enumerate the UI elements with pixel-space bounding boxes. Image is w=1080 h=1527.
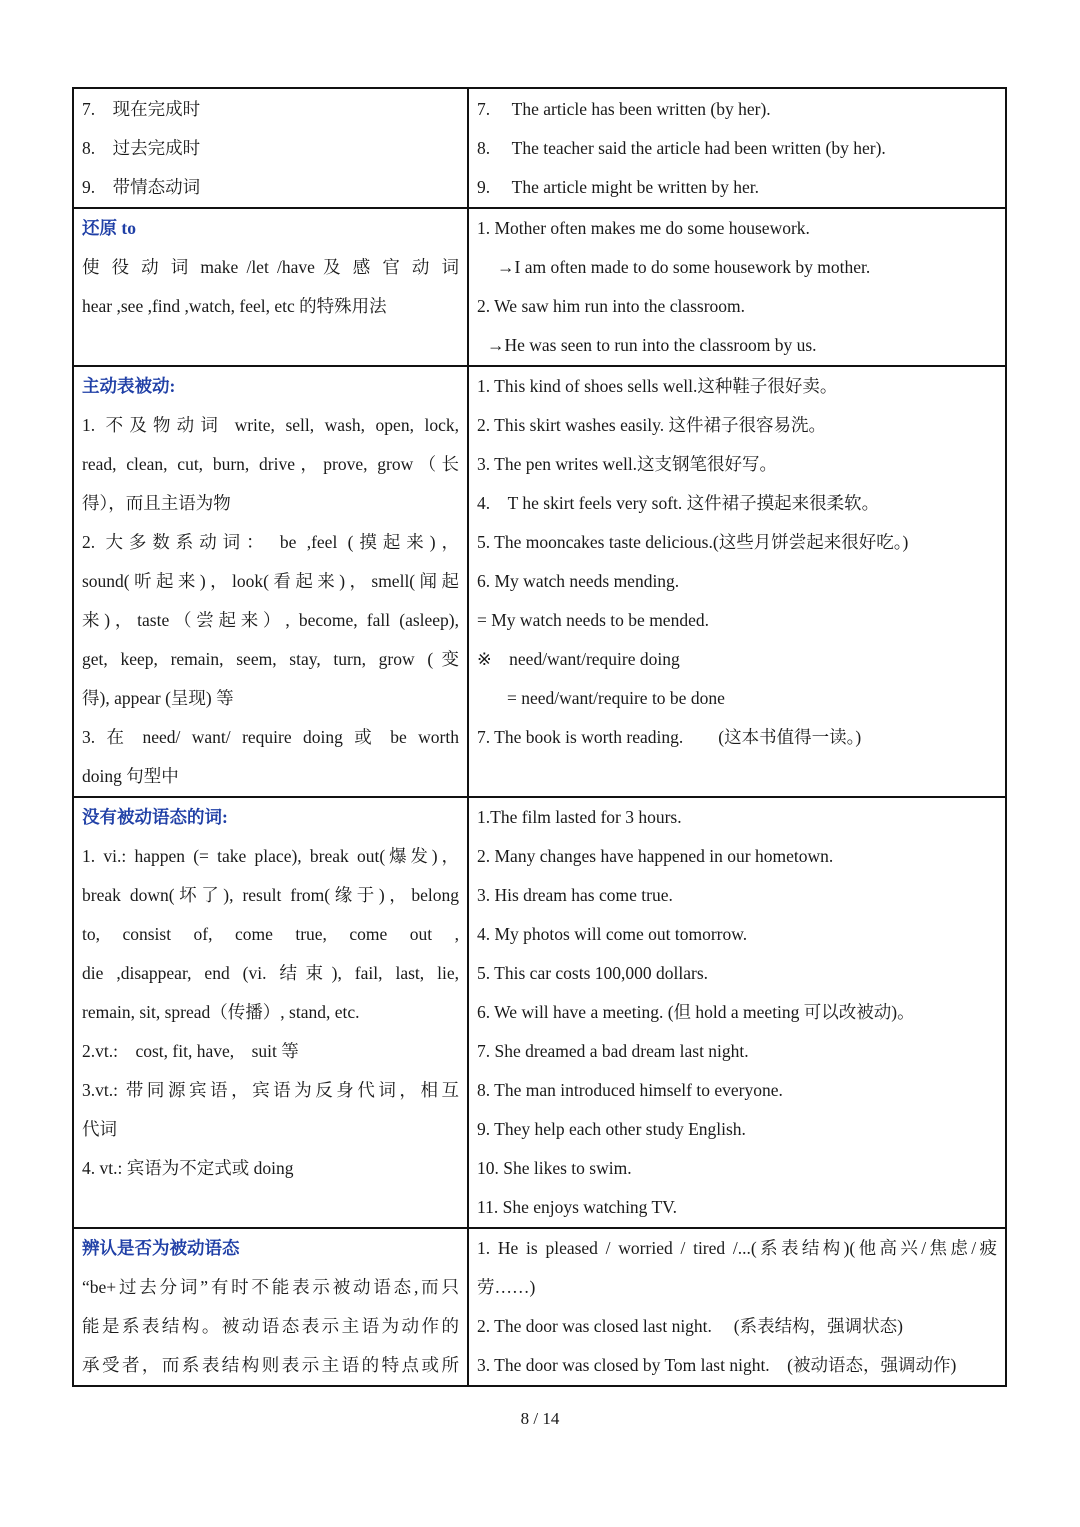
text-line: 7. The book is worth reading. (这本书值得一读。): [477, 727, 862, 747]
text-line: 7. 现在完成时: [82, 99, 201, 119]
text-line: 8. The teacher said the article had been written (by her).: [477, 138, 886, 158]
table-row: [73, 1228, 1006, 1386]
text-line: 1. vi.: happen (= take place), break out(爆发)，: [82, 846, 459, 866]
row4-left-cell: [73, 797, 468, 1228]
text-line: 使 役 动 词 make /let /have 及 感 官 动 词: [82, 257, 459, 277]
text-line: 7. The article has been written (by her).: [477, 99, 771, 119]
row3-left-cell: [73, 366, 468, 797]
text-line: get, keep, remain, seem, stay, turn, grow (变: [82, 649, 459, 669]
text-line: 1.The film lasted for 3 hours.: [477, 807, 682, 827]
text-line: hear ,see ,find ,watch, feel, etc 的特殊用法: [82, 296, 387, 316]
text-line: doing 句型中: [82, 766, 179, 786]
text-line: 5. This car costs 100,000 dollars.: [477, 963, 709, 983]
grammar-table: [72, 87, 1007, 1387]
section-heading: 辨认是否为被动语态: [82, 1238, 240, 1258]
text-line: 4. T he skirt feels very soft. 这件裙子摸起来很柔软。: [477, 493, 880, 513]
section-heading: 主动表被动:: [82, 376, 176, 396]
text-line: 3. His dream has come true.: [477, 885, 673, 905]
text-line: ※ need/want/require doing: [477, 649, 680, 669]
text-line: 得), appear (呈现) 等: [82, 688, 234, 708]
text-line: break down(坏了), result from(缘于)，belong: [82, 885, 459, 905]
text-line: to, consist of, come true, come out ,: [82, 924, 459, 944]
text-line: 2. 大多数系动词： be ,feel (摸起来)，: [82, 532, 459, 552]
text-line: 得），而且主语为物: [82, 493, 231, 513]
text-line: 3. The door was closed by Tom last night. (被动语态，强调动作): [477, 1355, 957, 1375]
text-line: 能是系表结构。被动语态表示主语为动作的: [82, 1316, 459, 1336]
row5-left-cell: [73, 1228, 468, 1386]
text-line: 6. We will have a meeting. (但 hold a meeting 可以改被动)。: [477, 1002, 915, 1022]
text-line: 2. The door was closed last night. (系表结构，强调状态): [477, 1316, 903, 1336]
text-line: remain, sit, spread（传播）, stand, etc.: [82, 1002, 360, 1022]
table-row: [73, 797, 1006, 1228]
row2-right-cell: [468, 208, 1006, 366]
text-line: 10. She likes to swim.: [477, 1158, 632, 1178]
text-line: read, clean, cut, burn, drive，prove, grow（长: [82, 454, 459, 474]
text-line: 1. Mother often makes me do some housework.: [477, 218, 810, 238]
table-row: [73, 88, 1006, 208]
text-line: “be+过去分词”有时不能表示被动语态,而只: [82, 1277, 459, 1297]
text-line: 1. 不及物动词 write, sell, wash, open, lock,: [82, 415, 459, 435]
text-line: 3. 在 need/ want/ require doing 或 be worth: [82, 727, 459, 747]
text-line: 2.vt.: cost, fit, have, suit 等: [82, 1041, 299, 1061]
text-line: 8. The man introduced himself to everyone.: [477, 1080, 783, 1100]
text-line: 3.vt.: 带同源宾语，宾语为反身代词，相互: [82, 1080, 459, 1100]
text-line: 4. vt.: 宾语为不定式或 doing: [82, 1158, 294, 1178]
text-line: 承受者，而系表结构则表示主语的特点或所: [82, 1355, 459, 1375]
text-line: 来)，taste（尝起来）, become, fall (asleep),: [82, 610, 459, 630]
text-line: →I am often made to do some housework by mother.: [497, 257, 871, 277]
text-line: 1. He is pleased / worried / tired /...(系表结构)(他高兴/焦虑/疲: [477, 1238, 997, 1258]
row3-right-cell: [468, 366, 1006, 797]
table-row: [73, 366, 1006, 797]
text-line: = need/want/require to be done: [507, 688, 725, 708]
text-line: 9. 带情态动词: [82, 177, 201, 197]
text-line: die ,disappear, end (vi. 结束), fail, last, lie,: [82, 963, 459, 983]
text-line: 2. We saw him run into the classroom.: [477, 296, 746, 316]
page-number: 8 / 14: [520, 1409, 560, 1428]
text-line: sound(听起来)，look(看起来)，smell(闻起: [82, 571, 459, 591]
text-line: 2. This skirt washes easily. 这件裙子很容易洗。: [477, 415, 827, 435]
row4-right-cell: [468, 797, 1006, 1228]
text-line: 5. The mooncakes taste delicious.(这些月饼尝起来很好吃。): [477, 532, 909, 552]
text-line: = My watch needs to be mended.: [477, 610, 709, 630]
text-line: →He was seen to run into the classroom by us.: [487, 335, 817, 355]
text-line: 3. The pen writes well.这支钢笔很好写。: [477, 454, 778, 474]
text-line: 9. The article might be written by her.: [477, 177, 760, 197]
row2-left-cell: [73, 208, 468, 366]
text-line: 9. They help each other study English.: [477, 1119, 746, 1139]
table-row: [73, 208, 1006, 366]
row5-right-cell: [468, 1228, 1006, 1386]
text-line: 4. My photos will come out tomorrow.: [477, 924, 748, 944]
text-line: 劳……): [477, 1277, 536, 1297]
text-line: 代词: [82, 1119, 117, 1139]
text-line: 2. Many changes have happened in our hometown.: [477, 846, 834, 866]
row1-left-cell: [73, 88, 468, 208]
text-line: 7. She dreamed a bad dream last night.: [477, 1041, 749, 1061]
text-line: 6. My watch needs mending.: [477, 571, 680, 591]
section-heading: 还原 to: [82, 218, 136, 238]
text-line: 11. She enjoys watching TV.: [477, 1197, 677, 1217]
text-line: 8. 过去完成时: [82, 138, 201, 158]
text-line: 1. This kind of shoes sells well.这种鞋子很好卖。: [477, 376, 838, 396]
row1-right-cell: [468, 88, 1006, 208]
section-heading: 没有被动语态的词:: [82, 807, 228, 827]
